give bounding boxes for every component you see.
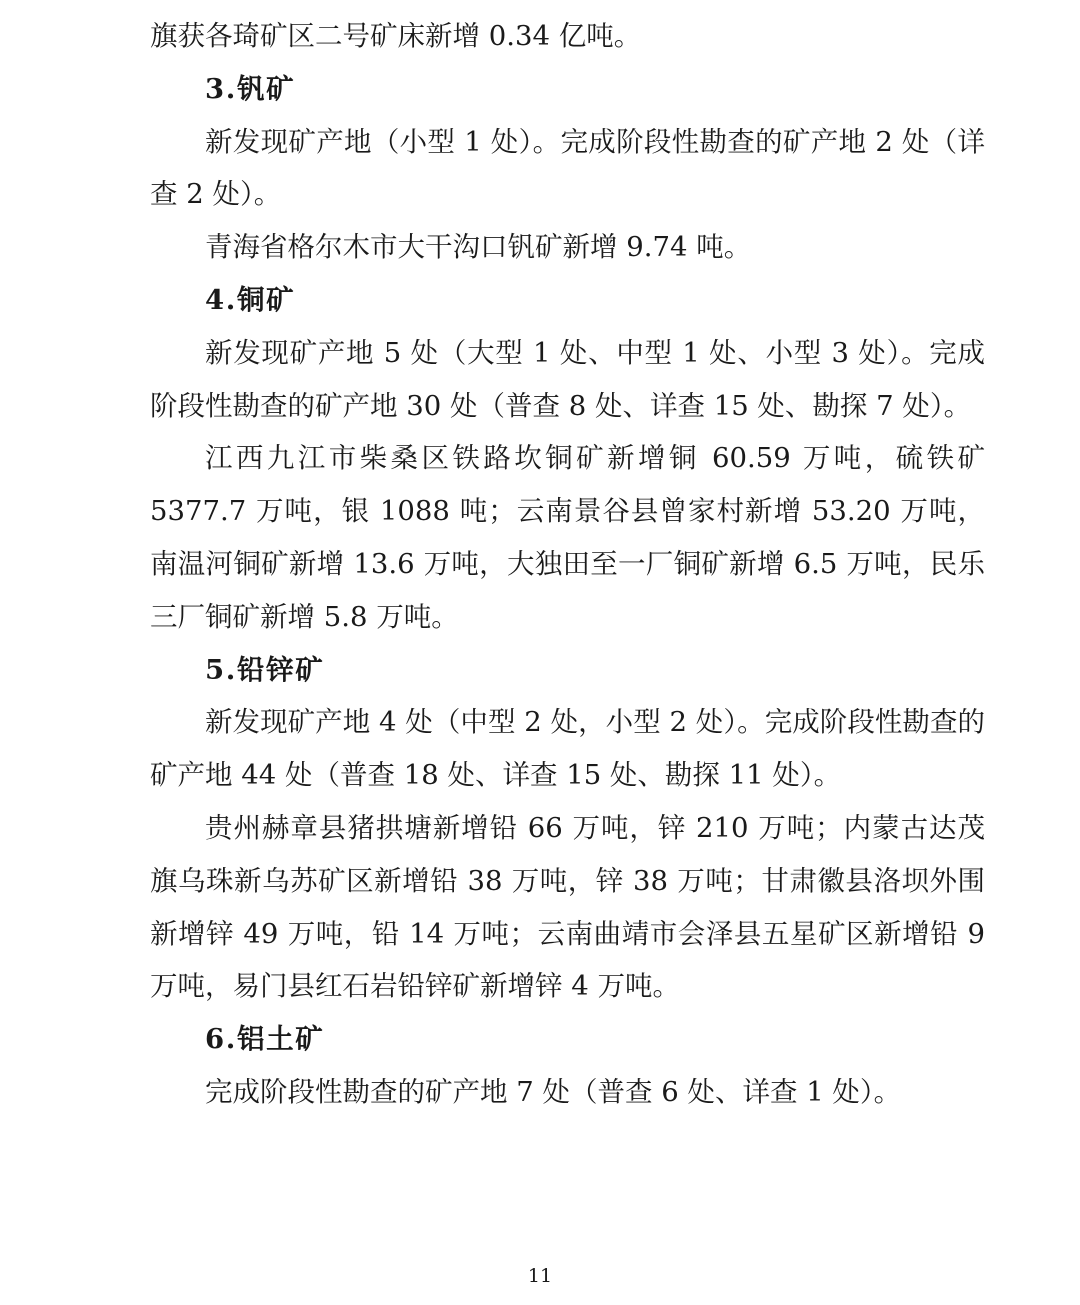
paragraph-vanadium-discoveries: 新发现矿产地（小型 1 处）。完成阶段性勘查的矿产地 2 处（详查 2 处）。 (150, 125, 985, 211)
section-heading-bauxite: 6.铝土矿 (205, 1023, 325, 1056)
paragraph-copper-detail: 江西九江市柴桑区铁路坎铜矿新增铜 60.59 万吨，硫铁矿 5377.7 万吨，银 1088 吨；云南景谷县曾家村新增 53.20 万吨，南温河铜矿新增 13.6 万吨，大独田至一厂铜矿新增 6.5 万吨，民乐三厂铜矿新增 5.8 万吨。 (150, 442, 985, 633)
section-heading-vanadium: 3.钒矿 (205, 72, 296, 105)
section-heading-lead-zinc: 5.铅锌矿 (205, 653, 325, 686)
paragraph-vanadium-detail: 青海省格尔木市大干沟口钒矿新增 9.74 吨。 (205, 231, 752, 264)
document-body (150, 10, 985, 1119)
section-heading-copper: 4.铜矿 (205, 283, 296, 316)
paragraph-lead-zinc-discoveries: 新发现矿产地 4 处（中型 2 处，小型 2 处）。完成阶段性勘查的矿产地 44 处（普查 18 处、详查 15 处、勘探 11 处）。 (150, 706, 985, 792)
paragraph-copper-discoveries: 新发现矿产地 5 处（大型 1 处、中型 1 处、小型 3 处）。完成阶段性勘查的矿产地 30 处（普查 8 处、详查 15 处、勘探 7 处）。 (150, 336, 985, 422)
page-number: 11 (527, 1265, 553, 1287)
paragraph-bauxite-detail: 完成阶段性勘查的矿产地 7 处（普查 6 处、详查 1 处）。 (205, 1075, 902, 1108)
paragraph-continuation: 旗获各琦矿区二号矿床新增 0.34 亿吨。 (150, 20, 642, 52)
paragraph-lead-zinc-detail: 贵州赫章县猪拱塘新增铅 66 万吨，锌 210 万吨；内蒙古达茂旗乌珠新乌苏矿区新增铅 38 万吨，锌 38 万吨；甘肃徽县洛坝外围新增锌 49 万吨，铅 14 万吨；云南曲靖市会泽县五星矿区新增铅 9 万吨，易门县红石岩铅锌矿新增锌 4 万吨。 (150, 811, 985, 1003)
